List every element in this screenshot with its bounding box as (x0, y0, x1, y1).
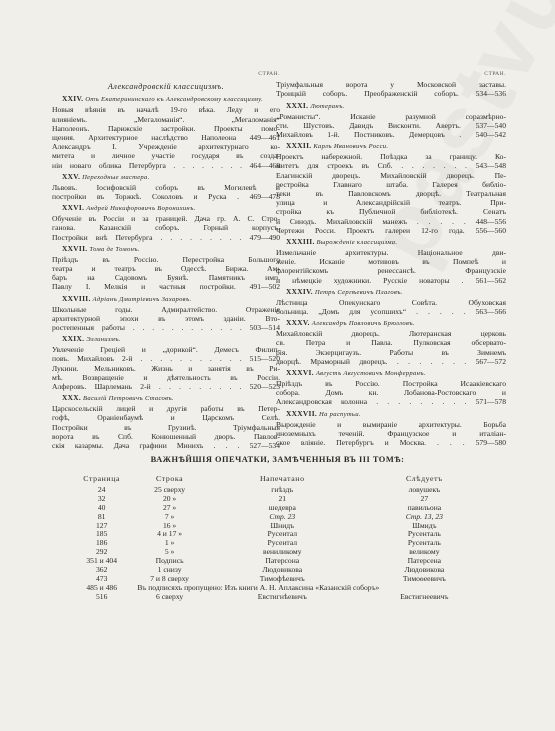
toc-line: сти. Шустовъ. Давидъ Висконти. Авертъ. 537—540 (276, 120, 506, 130)
toc-line: Постройки внѣ Петербурга . . . . . . . . . 479—490 (52, 232, 280, 242)
errata-line: 25 сверху (154, 484, 186, 494)
chapter-number: XXVIII. (62, 293, 91, 303)
chapter-heading (276, 319, 506, 328)
toc-line: собора. Домъ кн. Лобанова-Ростовскаго и (276, 388, 506, 398)
errata-printed: Шнидъ (270, 520, 295, 530)
toc-line: театра и театръ въ Одессѣ. Биржа. Ам- (52, 264, 280, 274)
toc-line: флорентійскомъ ренессансѣ. Французскіе (276, 266, 506, 276)
toc-line: Тріумфальныя ворота у Московской заставы. (276, 80, 506, 90)
toc-line: Михайловъ 1-й. Постниковъ. Демерцовъ . 540—542 (276, 130, 506, 140)
chapter-heading (276, 288, 506, 297)
errata-header: Строка (156, 474, 184, 483)
chapter-title: Отъ Екатерининскаго къ Александровскому классицизму. (85, 96, 264, 104)
left-column (52, 70, 280, 450)
errata-page: 40 (97, 502, 106, 512)
toc-line: Алферовъ. Шарлемань 2-й . . . . . . . . . 520—523 (52, 382, 280, 392)
chapter-heading (276, 369, 506, 378)
chapter-number: XXVI. (62, 203, 85, 213)
errata-correct: Стр. 13, 23 (405, 511, 443, 521)
chapter-heading (52, 295, 280, 304)
errata-correct: Людовикова (404, 565, 445, 575)
errata-line: 20 » (162, 493, 177, 503)
toc-line: больница. „Домъ для усопшихъ“ . . . . . 563—566 (276, 307, 506, 317)
toc-line: Увлеченіе Греціей и „дорикой“. Демесъ Филип- (52, 345, 280, 355)
toc-line: дворцѣ. Мраморный дворецъ. . . . . . . . 567—572 (276, 356, 506, 366)
toc-line: женіе. Исканіе мотивовъ въ Помпеѣ и (276, 257, 506, 267)
errata-printed: гнѣздъ (271, 484, 294, 494)
toc-line: ганова. Казанскій соборъ. Горный корпусъ. (52, 223, 280, 233)
toc-line: повъ. Михайловъ 2-й . . . . . . . . . . . 515—520 (52, 354, 280, 364)
toc-line: Чертежи Росси. Проектъ галереи 12-го года. 556—560 (276, 225, 506, 235)
errata-correct: Русенталь (407, 538, 441, 548)
errata-page: 516 (95, 591, 108, 601)
errata-header: Напечатано (259, 474, 305, 483)
errata-line: 27 » (162, 502, 177, 512)
chapter-heading (52, 335, 280, 344)
errata-page: 185 (95, 529, 108, 539)
errata-header: Слѣдуетъ (405, 474, 443, 483)
chapter-number: XXVII. (62, 243, 88, 253)
chapter-title: Андрей Никифоровичъ Воронихинъ. (86, 205, 196, 213)
chapter-number: XXIX. (62, 334, 85, 344)
chapter-title: Александръ Павловичъ Брюлловъ. (311, 320, 415, 328)
chapter-number: XXXI. (286, 100, 309, 110)
toc-line: Александръ I. Учрежденіе архитектурнаго ко- (52, 142, 280, 152)
right-column (276, 70, 506, 447)
chapter-heading (52, 95, 280, 104)
chapter-heading (276, 410, 506, 419)
chapter-title: Эллинизмъ. (86, 336, 121, 344)
toc-line: ніи новаго облика Петербурга . . . . . . . . 464—468 (52, 160, 280, 170)
errata-page: 362 (95, 565, 108, 575)
chapter-title: Тома де Томонъ. (89, 245, 140, 253)
toc-line: Школьные годы. Адмиралтейство. Отраженіе (52, 304, 280, 314)
toc-line: рія. Экзерцигаузъ. Работы въ Зимнемъ (276, 347, 506, 357)
errata-printed: шедевра (268, 502, 296, 512)
toc-line: Пріѣздъ въ Россію. Постройка Исаакіевскаго (276, 379, 506, 389)
toc-line: митетъ для строекъ въ Спб. . . . . . . . 543—548 (276, 161, 506, 171)
toc-line: Елагинскій дворецъ. Михайловскій дворецъ. Пе- (276, 170, 506, 180)
errata-line: Подпись (155, 556, 184, 566)
toc-line: влияніемъ. „Мегаломанія“. „Мегаломанія“ (52, 114, 280, 124)
chapter-title: На распутьи. (319, 410, 361, 418)
chapter-heading (52, 204, 280, 213)
errata-row (72, 593, 492, 602)
chapter-title: Петръ Сергѣевичъ Плаговъ. (314, 288, 403, 296)
toc-line: Лѣстница Опекунскаго Совѣта. Обуховская (276, 297, 506, 307)
chapter-heading (276, 142, 506, 151)
errata-page: 186 (95, 538, 108, 548)
chapter-number: XXXII. (286, 141, 312, 151)
errata-correct: Тимоѳеевичъ (402, 573, 446, 583)
toc-line: рестройка Главнаго штаба. Галерея библіо- (276, 179, 506, 189)
page-label: СТРАН. (258, 71, 280, 77)
toc-line: архитектурной эпохи въ этомъ зданіи. Вто- (52, 313, 280, 323)
chapter-title: Вырожденіе классицизма. (316, 239, 398, 247)
toc-line: Проектъ набережной. Поѣздка за границу. Ко- (276, 152, 506, 162)
errata-printed: 21 (278, 493, 287, 503)
chapter-number: XXV. (62, 171, 81, 181)
chapter-heading (52, 245, 280, 254)
chapter-number: XXX. (62, 393, 82, 403)
errata-page: 292 (95, 547, 108, 557)
toc-line: Пріѣздъ въ Россію. Перестройка Большого (52, 254, 280, 264)
section-title: Александровскій классицизмъ. (107, 82, 225, 92)
toc-line: гофѣ, Ораніенбаумѣ и Царскомъ Селѣ. (52, 413, 280, 423)
errata-page: 81 (97, 511, 106, 521)
chapter-title: Карлъ Ивановичъ Росси. (313, 143, 389, 151)
toc-line: ское вліяніе. Петербургъ и Москва. . . . 579—580 (276, 438, 506, 448)
chapter-title: Адріанъ Дмитріевичъ Захаровъ. (92, 295, 192, 303)
errata-correct: 27 (420, 493, 429, 503)
toc-line: Вырожденіе и вымираніе архитектуры. Борьба (276, 419, 506, 429)
errata-printed: Русентал (267, 529, 298, 539)
toc-line: постройки въ Торжкѣ. Соколовъ и Руска . 469—478 (52, 192, 280, 202)
chapter-number: XXXIII. (286, 237, 315, 247)
chapter-number: XXIV. (62, 94, 84, 104)
chapter-heading (52, 173, 280, 182)
toc-line: щения. Архитектурное наслѣдство Наполеона 449—461 (52, 133, 280, 143)
errata-line: 1 » (164, 538, 175, 548)
errata-title: ВАЖНѢЙШІЯ ОПЕЧАТКИ, ЗАМѢЧЕННЫЯ ВЪ III ТОМѢ: (150, 455, 405, 464)
errata-line: 5 » (164, 547, 175, 557)
toc-line: Царскосельскій лицей и другія работы въ Петер- (52, 404, 280, 414)
errata-line: 4 и 17 » (157, 529, 183, 539)
chapter-heading (276, 102, 506, 111)
toc-line: „Романисты“. Исканіе разумной соразмѣрно- (276, 111, 506, 121)
toc-line: ворота въ Спб. Конюшенный дворъ. Павлов- (52, 431, 280, 441)
chapter-number: XXXVII. (286, 408, 318, 418)
toc-line: Лукини. Мельниковъ. Жизнь и занятія въ Ри- (52, 363, 280, 373)
errata-line: 1 снизу (157, 565, 182, 575)
toc-line: Михайловскій дворецъ. Лютеранская церковь (276, 329, 506, 339)
toc-line: мѣ. Возвращеніе и дѣятельность въ Россіи. (52, 372, 280, 382)
errata-correct: великому (409, 547, 440, 557)
toc-line: ростепенныя работы . . . . . . . . . . . . 503—514 (52, 323, 280, 333)
errata-header: Страница (83, 474, 121, 483)
toc-line: Измельчаніе архитектуры. Національное дви- (276, 248, 506, 258)
chapter-heading (52, 394, 280, 403)
errata-correct: ловушекъ (408, 484, 441, 494)
toc-line: Постройки въ Грузинѣ. Тріумфальныя (52, 422, 280, 432)
errata-printed: Патерсона (265, 556, 300, 566)
errata-correct: Русенталь (407, 529, 441, 539)
toc-line: стройка къ Публичной библіотекѣ. Сенатъ (276, 207, 506, 217)
errata-printed: Тимофѣевичъ (259, 573, 305, 583)
toc-line: Троицкій соборъ. Преображенскій соборъ. 534—536 (276, 89, 506, 99)
chapter-title: Василій Петровичъ Стасовъ. (83, 395, 174, 403)
toc-line: Новыя вѣянія въ началѣ 19-го вѣка. Леду и его (52, 105, 280, 115)
toc-line: Обученіе въ Россіи и за границей. Дача гр. А. С. Стро- (52, 214, 280, 224)
chapter-title: Августъ Августовичъ Монферранъ. (315, 370, 426, 378)
toc-line: Александровская колонна . . . . . . . . . 571—578 (276, 397, 506, 407)
chapter-heading (276, 238, 506, 247)
page-label: СТРАН. (484, 71, 506, 77)
toc-line: Павлу I. Мелкія и частныя постройки. 491—502 (52, 282, 280, 292)
errata-correct: Патерсена (407, 556, 442, 566)
errata-table (72, 474, 492, 602)
errata-printed: вениликому (263, 547, 302, 557)
errata-correct: Шмидъ (412, 520, 437, 530)
toc-line: и нѣмецкіе художники. Русскіе новаторы . 561—562 (276, 275, 506, 285)
chapter-title: Переходные мастера. (82, 173, 150, 181)
toc-line: митета и личное участіе государя въ созда- (52, 151, 280, 161)
errata-page: 32 (97, 493, 106, 503)
chapter-number: XXXV. (286, 318, 310, 328)
errata-line: 6 сверху (156, 591, 184, 601)
toc-line: баръ на Садовомъ Буянѣ. Памятникъ имп. (52, 273, 280, 283)
errata-note: Въ подписяхъ пропущено: Изъ книги А. Н. Аплаксина «Казанскій соборъ» (137, 582, 380, 592)
toc-line: Львовъ. Іосифовскій соборъ въ Могилевѣ и (52, 182, 280, 192)
toc-line: св. Петра и Павла. Пулковская обсервато- (276, 338, 506, 348)
toc-line: скія казармы. Дача графини Минихъ . . . 527—534 (52, 441, 280, 451)
chapter-title: Лютеранъ. (310, 102, 345, 110)
errata-page: 351 и 404 (86, 556, 117, 566)
errata-line: 7 и 8 сверху (150, 573, 189, 583)
errata-correct: Евстигнеевичъ (400, 591, 449, 601)
toc-line: и Синодъ. Михайловскій манежъ . . . . . 448—556 (276, 216, 506, 226)
toc-line: теки въ Павловскомъ дворцѣ. Театральная (276, 189, 506, 199)
errata-printed: Стр. 23 (269, 511, 296, 521)
chapter-number: XXXIV. (286, 286, 313, 296)
chapter-number: XXXVI. (286, 368, 314, 378)
errata-correct: павильона (407, 502, 442, 512)
errata-page: 127 (95, 520, 108, 530)
errata-line: 16 » (162, 520, 177, 530)
errata-printed: Русентал (267, 538, 298, 548)
errata-line: 7 » (164, 511, 175, 521)
toc-line: улица и Александрійскій театръ. При- (276, 198, 506, 208)
errata-page: 485 и 486 (86, 582, 117, 592)
errata-printed: Евстигнѣевичъ (257, 591, 307, 601)
errata-page: 24 (97, 484, 106, 494)
toc-line: Наполеонъ. Парижскіе застройки. Проекты помо- (52, 123, 280, 133)
errata-printed: Людовикова (262, 565, 303, 575)
toc-line: иноземныхъ теченій. Французское и италіан- (276, 428, 506, 438)
errata-page: 473 (95, 573, 108, 583)
